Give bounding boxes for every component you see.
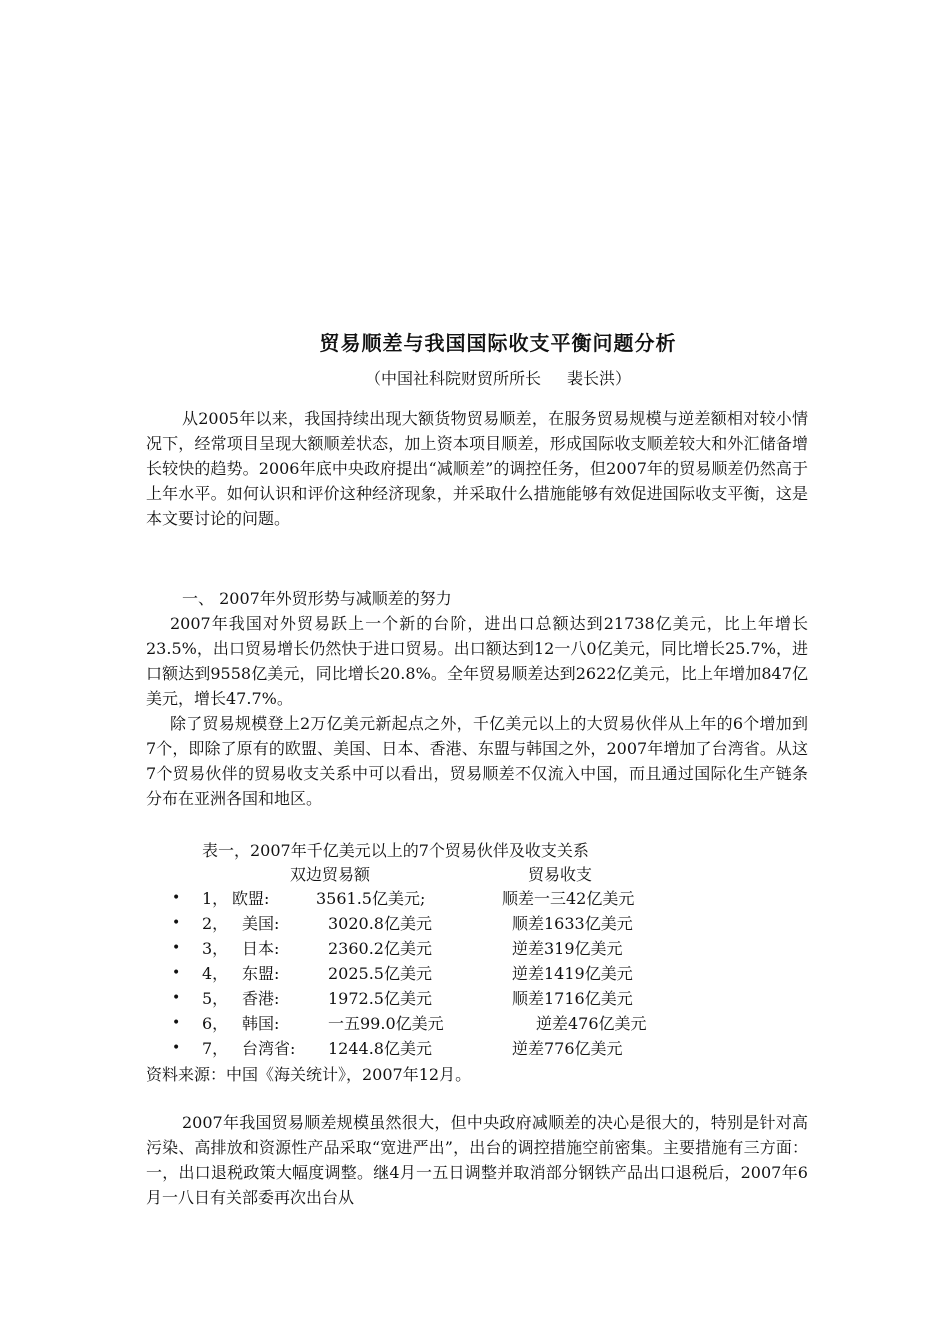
author-name: 裴长洪） [567, 369, 632, 388]
table-source-note: 资料来源：中国《海关统计》，2007年12月。 [146, 1065, 472, 1084]
row-partner: 东盟: [242, 964, 280, 983]
row-index: 2， [202, 914, 229, 933]
row-partner: 香港: [242, 989, 280, 1008]
column-header-balance: 贸易收支 [528, 865, 593, 884]
table-header [0, 862, 950, 886]
bullet-icon: • [172, 890, 181, 906]
row-index: 4， [202, 964, 229, 983]
row-partner: 台湾省: [242, 1039, 296, 1058]
row-volume: 3561.5亿美元; [316, 889, 426, 908]
author-line [0, 366, 950, 389]
row-index: 5， [202, 989, 229, 1008]
row-index: 7， [202, 1039, 229, 1058]
row-volume: 一五99.0亿美元 [328, 1014, 444, 1033]
table-row [0, 961, 950, 986]
table-row [0, 886, 950, 911]
bullet-icon: • [172, 990, 181, 1006]
row-volume: 2025.5亿美元 [328, 964, 432, 983]
row-partner: 韩国: [242, 1014, 280, 1033]
section-paragraph-2: 除了贸易规模登上2万亿美元新起点之外，千亿美元以上的大贸易伙伴从上年的6个增加到7个，即除了原有的欧盟、美国、日本、香港、东盟与韩国之外，2007年增加了台湾省。从这7个贸易伙伴的贸易收支关系中可以看出，贸易顺差不仅流入中国，而且通过国际化生产链条分布在亚洲各国和地区。 [146, 714, 808, 808]
closing-paragraph: 2007年我国贸易顺差规模虽然很大，但中央政府减顺差的决心是很大的，特别是针对高污染、高排放和资源性产品采取“宽进严出”，出台的调控措施空前密集。主要措施有三方面：一，出口退税政策大幅度调整。继4月一五日调整并取消部分钢铁产品出口退税后，2007年6月一八日有关部委再次出台从 [146, 1113, 808, 1207]
table-row [0, 936, 950, 961]
row-volume: 1244.8亿美元 [328, 1039, 432, 1058]
row-balance: 顺差1716亿美元 [512, 989, 633, 1008]
section-paragraph-1: 2007年我国对外贸易跃上一个新的台阶，进出口总额达到21738亿美元，比上年增长23.5%，出口贸易增长仍然快于进口贸易。出口额达到12一八0亿美元，同比增长25.7%，进口额达到9558亿美元，同比增长20.8%。全年贸易顺差达到2622亿美元，比上年增加847亿美元，增长47.7%。 [146, 614, 808, 708]
row-volume: 2360.2亿美元 [328, 939, 432, 958]
row-partner: 日本: [242, 939, 280, 958]
row-balance: 逆差1419亿美元 [512, 964, 633, 983]
closing-block [146, 1110, 808, 1210]
intro-block [146, 406, 808, 531]
table-row [0, 1036, 950, 1061]
author-affiliation: （中国社科院财贸所所长 [364, 369, 541, 388]
row-balance: 顺差一三42亿美元 [502, 889, 635, 908]
row-index: 3， [202, 939, 229, 958]
column-header-volume: 双边贸易额 [290, 865, 371, 884]
table-row [0, 1011, 950, 1036]
bullet-icon: • [172, 1040, 181, 1056]
row-partner: 美国: [242, 914, 280, 933]
row-balance: 顺差1633亿美元 [512, 914, 633, 933]
row-volume: 1972.5亿美元 [328, 989, 432, 1008]
intro-paragraph: 从2005年以来，我国持续出现大额货物贸易顺差，在服务贸易规模与逆差额相对较小情况下，经常项目呈现大额顺差状态，加上资本项目顺差，形成国际收支顺差较大和外汇储备增长较快的趋势。2006年底中央政府提出“减顺差”的调控任务，但2007年的贸易顺差仍然高于上年水平。如何认识和评价这种经济现象，并采取什么措施能够有效促进国际收支平衡，这是本文要讨论的问题。 [146, 409, 808, 528]
row-balance: 逆差476亿美元 [536, 1014, 647, 1033]
bullet-icon: • [172, 915, 181, 931]
row-balance: 逆差776亿美元 [512, 1039, 623, 1058]
article-title: 贸易顺差与我国国际收支平衡问题分析 [319, 331, 677, 355]
row-volume: 3020.8亿美元 [328, 914, 432, 933]
table-row [0, 911, 950, 936]
bullet-icon: • [172, 940, 181, 956]
section-heading: 一、 2007年外贸形势与减顺差的努力 [182, 589, 452, 608]
row-index: 1， [202, 889, 229, 908]
table-caption: 表一，2007年千亿美元以上的7个贸易伙伴及收支关系 [202, 841, 589, 860]
bullet-icon: • [172, 1015, 181, 1031]
section-1-block [146, 586, 808, 811]
table-row [0, 986, 950, 1011]
row-index: 6， [202, 1014, 229, 1033]
bullet-icon: • [172, 965, 181, 981]
row-balance: 逆差319亿美元 [512, 939, 623, 958]
row-partner: 欧盟: [232, 889, 270, 908]
